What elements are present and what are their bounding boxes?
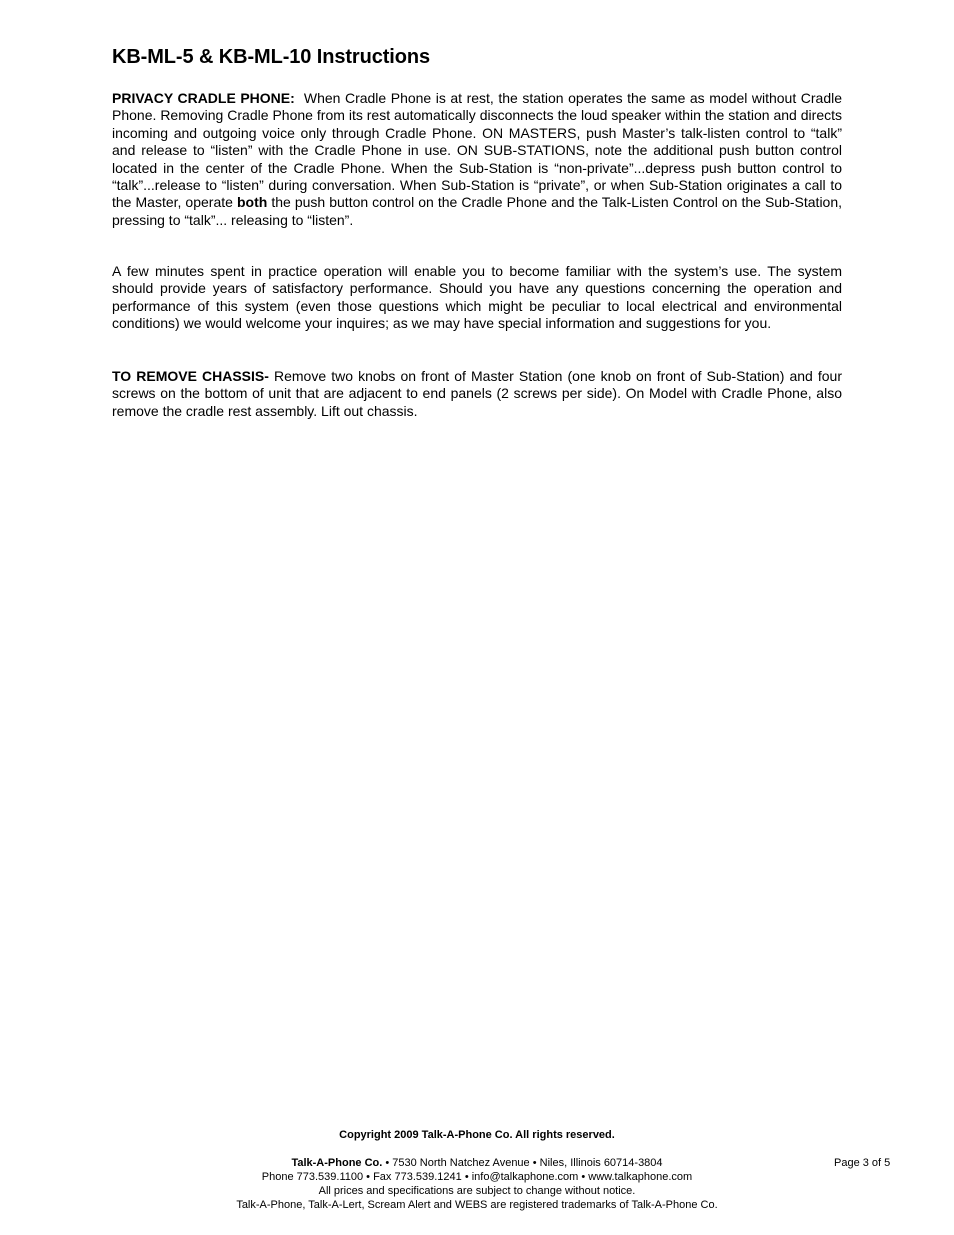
privacy-cradle-phone-heading: PRIVACY CRADLE PHONE:	[112, 90, 295, 106]
page-title: KB-ML-5 & KB-ML-10 Instructions	[112, 46, 431, 68]
remove-chassis-text: Remove two knobs on front of Master Station (one knob on front of Sub-Station) and four screws on the bottom of unit that are adjacent to end panels (2 screws per side). On Model with Cradle Phone, also remove the cradle rest assembly. Lift out chassis.	[112, 368, 842, 419]
remove-chassis-paragraph	[112, 368, 842, 420]
company-contact-block	[176, 1156, 778, 1212]
privacy-text-before-bold: When Cradle Phone is at rest, the station operates the same as model without Cradle Phone. Removing Cradle Phone from its rest automatically disconnects the loud speaker within the station and directs incoming and outgoing voice only through Cradle Phone. ON MASTERS, push Master’s talk-listen control to “talk” and release to “listen” with the Cradle Phone in use. ON SUB-STATIONS, note the additional push button control located in the center of the Cradle Phone. When the Sub-Station is “non-private”...depress push button control to “talk”...release to “listen” during conversation. When Sub-Station is “private”, or when Sub-Station originates a call to the Master, operate	[112, 90, 842, 211]
privacy-text-after-bold: the push button control on the Cradle Phone and the Talk-Listen Control on the Sub-Station, pressing to “talk”... releasing to “listen”.	[112, 194, 843, 228]
privacy-cradle-phone-paragraph	[112, 90, 842, 229]
price-disclaimer: All prices and specifications are subject to change without notice.	[318, 1185, 636, 1197]
privacy-bold-word: both	[236, 194, 268, 211]
practice-operation-paragraph: A few minutes spent in practice operation will enable you to become familiar with the system’s use. The system should provide years of satisfactory performance. Should you have any questions concerning the operation and performance of this system (even those questions which might be peculiar to local electrical and environmental conditions) we would welcome your inquires; as we may have special information and suggestions for you.	[112, 263, 842, 332]
company-contact-line: Phone 773.539.1100 • Fax 773.539.1241 • info@talkaphone.com • www.talkaphone.com	[261, 1171, 693, 1183]
company-address: • 7530 North Natchez Avenue • Niles, Illinois 60714-3804	[382, 1157, 663, 1169]
copyright-notice: Copyright 2009 Talk-A-Phone Co. All rights reserved.	[339, 1129, 615, 1141]
trademark-notice: Talk-A-Phone, Talk-A-Lert, Scream Alert and WEBS are registered trademarks of Talk-A-Phone Co.	[236, 1199, 718, 1211]
company-address-line	[176, 1156, 778, 1170]
remove-chassis-heading: TO REMOVE CHASSIS-	[112, 368, 269, 384]
company-name: Talk-A-Phone Co.	[291, 1157, 383, 1169]
page-number: Page 3 of 5	[834, 1157, 891, 1169]
